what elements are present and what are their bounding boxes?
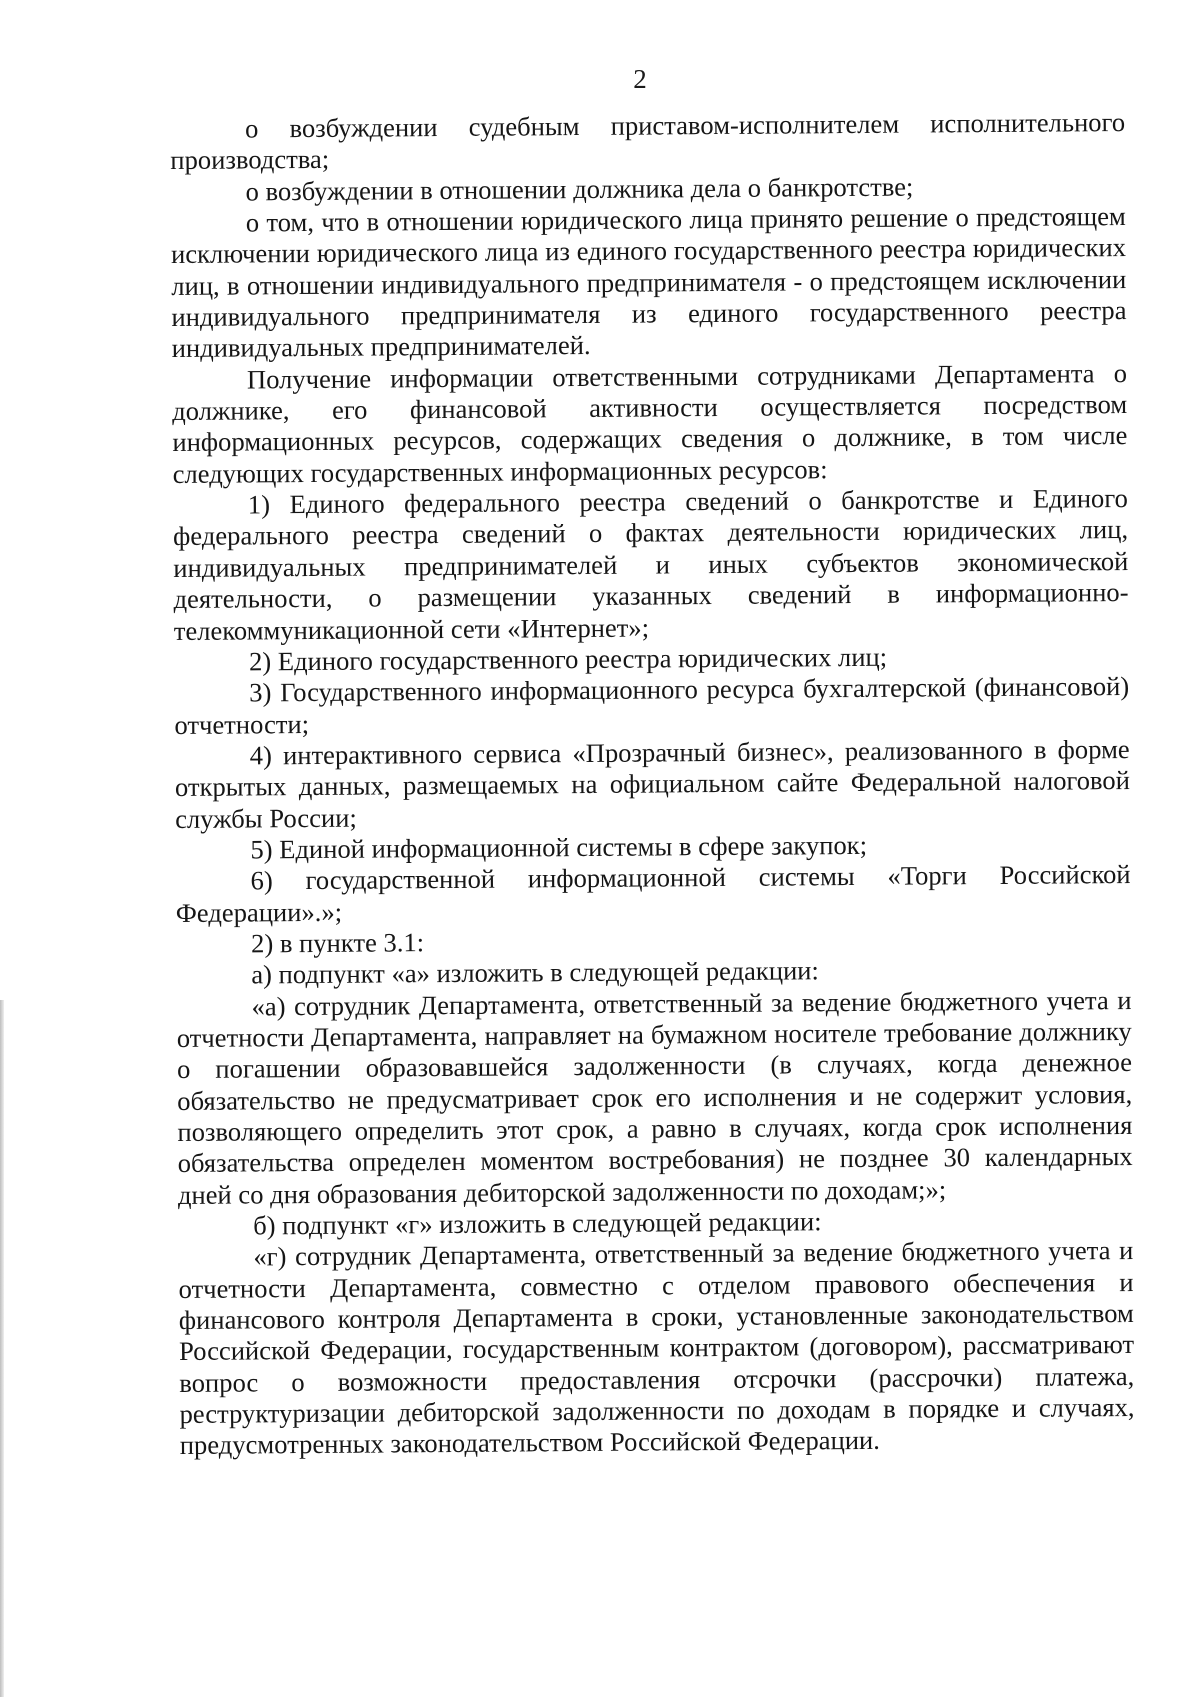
paragraph-subpoint-a-text: «а) сотрудник Департамента, ответственный за ведение бюджетного учета и отчетности Департамента, направляет на бумажном носителе требование должнику о погашении образовавшейся задолженности (в случаях, когда денежное обязательство не предусматривает срок его исполнения и не содержит условия, позволяющего определить этот срок, а равно в случаях, когда срок исполнения обязательства определен моментом востребования) не позднее 30 календарных дней со дня образования дебиторской задолженности по доходам;»;: [176, 984, 1133, 1210]
page-number: 2: [633, 64, 647, 94]
paragraph-subpoint-g-text: «г) сотрудник Департамента, ответственный за ведение бюджетного учета и отчетности Департамента, совместно с отделом правового обеспечения и финансового контроля Департамента в сроки, установленные законодательством Российской Федерации, государственным контрактом (договором), рассматривают вопрос о возможности предоставления отсрочки (рассрочки) платежа, реструктуризации дебиторской задолженности по доходам в порядке и случаях, предусмотренных законодательством Российской Федерации.: [178, 1235, 1135, 1461]
paragraph-point-3-1: 2) в пункте 3.1:: [250, 927, 425, 959]
paragraph-subpoint-a-heading: а) подпункт «а» изложить в следующей редакции:: [251, 955, 819, 990]
list-item-transparent-business: 4) интерактивного сервиса «Прозрачный бизнес», реализованного в форме открытых данных, размещаемых на официальном сайте Федеральной налоговой службы России;: [174, 733, 1131, 834]
list-item-torgi-system: 6) государственной информационной системы «Торги Российской Федерации».»;: [175, 859, 1131, 928]
paragraph-enforcement-proceedings: о возбуждении судебным приставом-исполнителем исполнительного производства;: [170, 106, 1126, 176]
paragraph-information-sources: Получение информации ответственными сотрудниками Департамента о должнике, его финансовой активности осуществляется посредством информационных ресурсов, содержащих сведения о должнике, в том числе следующих государственных информационных ресурсов:: [172, 357, 1128, 489]
paragraph-bankruptcy-case: о возбуждении в отношении должника дела о банкротстве;: [245, 171, 914, 207]
document-body: [170, 107, 1135, 1462]
paragraph-subpoint-g-heading: б) подпункт «г» изложить в следующей редакции:: [253, 1206, 822, 1241]
scan-edge-shadow: [0, 1000, 4, 1697]
list-item-legal-entities-registry: 2) Единого государственного реестра юридических лиц;: [248, 641, 888, 677]
list-item-bankruptcy-registry: 1) Единого федерального реестра сведений о банкротстве и Единого федерального реестра сведений о фактах деятельности юридических лиц, индивидуальных предпринимателей и иных субъектов экономической деятельности, о размещении указанных сведений в информационно-телекоммуникационной сети «Интернет»;: [172, 483, 1129, 646]
list-item-accounting-resource: 3) Государственного информационного ресурса бухгалтерской (финансовой) отчетности;: [174, 671, 1130, 740]
paragraph-registry-exclusion: о том, что в отношении юридического лица принято решение о предстоящем исключении юридического лица из единого государственного реестра юридических лиц, в отношении индивидуального предпринимателя - о предстоящем исключении индивидуального предпринимателя из единого государственного реестра индивидуальных предпринимателей.: [170, 201, 1127, 364]
list-item-procurement-system: 5) Единой информационной системы в сфере закупок;: [250, 829, 868, 865]
